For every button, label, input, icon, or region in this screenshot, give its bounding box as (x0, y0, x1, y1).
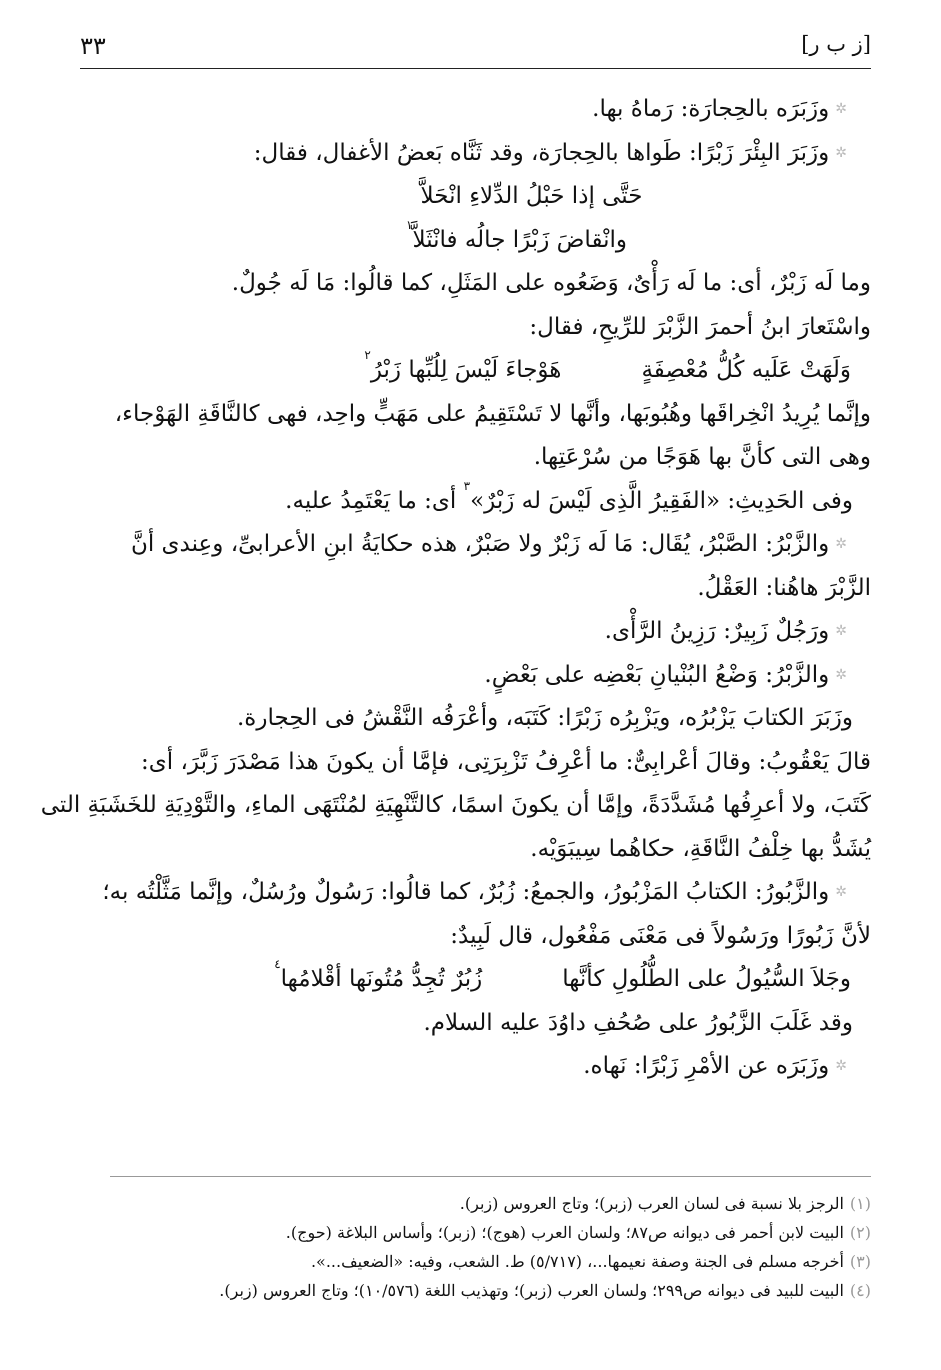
verse-line: حَتَّى إذا حَبْلُ الدِّلاءِ انْحَلاَّ (420, 183, 643, 209)
text-line: ✲وزَبَرَه عن الأمْرِ زَبْرًا: نَهاه. (583, 1053, 847, 1079)
entry-body (40, 88, 871, 1089)
verse-hemistich: وجَلاَ السُّيُولُ على الطُّلُولِ كأنَّها (562, 966, 851, 992)
text-line: قالَ يَعْقُوبُ: وقالَ أعْرابِىٌّ: ما أعْرِفُ تَزْبِرَتِى، فإمَّا أن يكونَ هذا مَصْدَرَ زَبَّرَ، أى: (141, 748, 871, 775)
text-line: ✲وزَبَرَه بالحِجارَة: رَماهُ بها. (592, 96, 847, 122)
entry-star-icon: ✲ (835, 101, 847, 118)
entry-star-icon: ✲ (835, 144, 847, 161)
text-line: الزَّبْرَ هاهُنا: العَقْلُ. (697, 574, 871, 601)
footnote-ref: ١ (406, 217, 413, 232)
text-line: ✲والزَّبُورُ: الكتابُ المَزْبُورُ، والجمعُ: زُبُرٌ، كما قالُوا: رَسُولٌ ورُسُلٌ، وإنَّما مَثَّلْتُه به؛ (102, 879, 847, 905)
verse-line: وانْقاضَ زَبْرًا جالُه فانْثَلاَّ$^١$ (406, 217, 627, 253)
footnotes (110, 1176, 871, 1305)
verse-hemistich: وَلَهَتْ عَلَيه كُلُّ مُعْصِفَةٍ (641, 357, 851, 383)
footnote: (٢)البيت لابن أحمر فى ديوانه ص٨٧؛ ولسان العرب (هوج)؛ (زبر)؛ وأساس البلاغة (حوج). (285, 1223, 871, 1242)
verse-couplet (72, 958, 871, 1002)
text-line: وفى الحَدِيثِ: «الفَقِيرُ الَّذِى لَيْسَ له زَبْرٌ»$^٣$ أى: ما يَعْتَمِدُ عليه. (285, 478, 853, 514)
text-line: ✲والزَّبْرُ: وَضْعُ البُنْيانِ بَعْضِه على بَعْضٍ. (484, 661, 847, 688)
text-line: ✲ورَجُلٌ زَبِيرٌ: رَزِينُ الرَّأْى. (604, 618, 847, 644)
text-line: لأنَّ زَبُورًا ورَسُولاً فى مَعْنَى مَفْعُول، قال لَبِيدٌ: (450, 922, 871, 949)
entry-star-icon: ✲ (835, 623, 847, 640)
page-header (80, 28, 871, 69)
entry-star-icon: ✲ (835, 884, 847, 901)
verse-hemistich: زُبُرٌ تُجِدُّ مُتُونَها أقْلامُها$^٤$ (274, 957, 483, 992)
footnote-ref: ٤ (274, 957, 281, 971)
text-line: واسْتَعارَ ابنُ أحمرَ الزَّبْرَ للرِّيحِ، فقال: (529, 313, 871, 340)
verse-couplet (72, 349, 871, 393)
entry-star-icon: ✲ (835, 536, 847, 553)
footnote-ref: ٢ (364, 348, 371, 362)
text-line: وإنَّما يُرِيدُ انْخِراقَها وهُبُوبَها، وأنَّها لا تَسْتَقِيمُ على مَهَبٍّ واحِد، فهى كالنَّاقَةِ الهَوْجاء، (114, 400, 871, 427)
text-line: ✲والزَّبْرُ: الصَّبْرُ، يُقَال: مَا لَه زَبْرٌ ولا صَبْرٌ، هذه حكايَةُ ابنِ الأعرابىِّ، وعِندى أنَّ (130, 531, 847, 557)
text-line: يُشَدُّ بها خِلْفُ النَّاقَةِ، حكاهُما سِيبَوَيْه. (530, 835, 871, 862)
entry-star-icon: ✲ (835, 666, 847, 683)
text-line: وقد غَلَبَ الزَّبُورُ على صُحُفِ داوُدَ عليه السلام. (423, 1009, 853, 1036)
footnote: (٤)البيت للبيد فى ديوانه ص٢٩٩؛ ولسان العرب (زبر)؛ وتهذيب اللغة (١٠/٥٧٦)؛ وتاج العروس (زبر). (219, 1281, 871, 1300)
section-label: [ز ب ر] (801, 32, 871, 56)
entry-star-icon: ✲ (835, 1058, 847, 1075)
verse-hemistich: هَوْجاءَ لَيْسَ لِلُبِّها زَبْرُ$^٢$ (364, 348, 562, 383)
text-line: وما لَه زَبْرٌ، أى: ما لَه رَأْىٌ، وَضَعُوه على المَثَلِ، كما قالُوا: مَا لَه جُولٌ. (231, 270, 871, 296)
text-line: وهى التى كأنَّ بها هَوَجًا من سُرْعَتِها. (533, 444, 871, 470)
footnote: (٣)أخرجه مسلم فى الجنة وصفة نعيمها...، (٥/٧١٧) ط. الشعب، وفيه: «الضعيف...». (310, 1252, 871, 1271)
footnote: (١)الرجز بلا نسبة فى لسان العرب (زبر)؛ وتاج العروس (زبر). (459, 1194, 871, 1213)
text-line: ✲وزَبَرَ البِئْرَ زَبْرًا: طَواها بالحِجارَة، وقد ثَنَّاه بَعضُ الأغفال، فقال: (253, 139, 847, 166)
text-line: وزَبَرَ الكتابَ يَزْبُرُه، ويَزْبِرُه زَبْرًا: كَتَبَه، وأعْرَفُه النَّقْشُ فى الحِجارة. (237, 705, 853, 731)
footnote-ref: ٣ (463, 478, 471, 493)
page-number: ٣٣ (80, 32, 106, 60)
text-line: كَتَبَ، ولا أعرِفُها مُشَدَّدَةً، وإمَّا أن يكونَ اسمًا، كالتَّنْهِيَةِ لمُنْتَهَى الماءِ، والتَّوْدِيَةِ للخَشَبَةِ التى (40, 792, 871, 818)
